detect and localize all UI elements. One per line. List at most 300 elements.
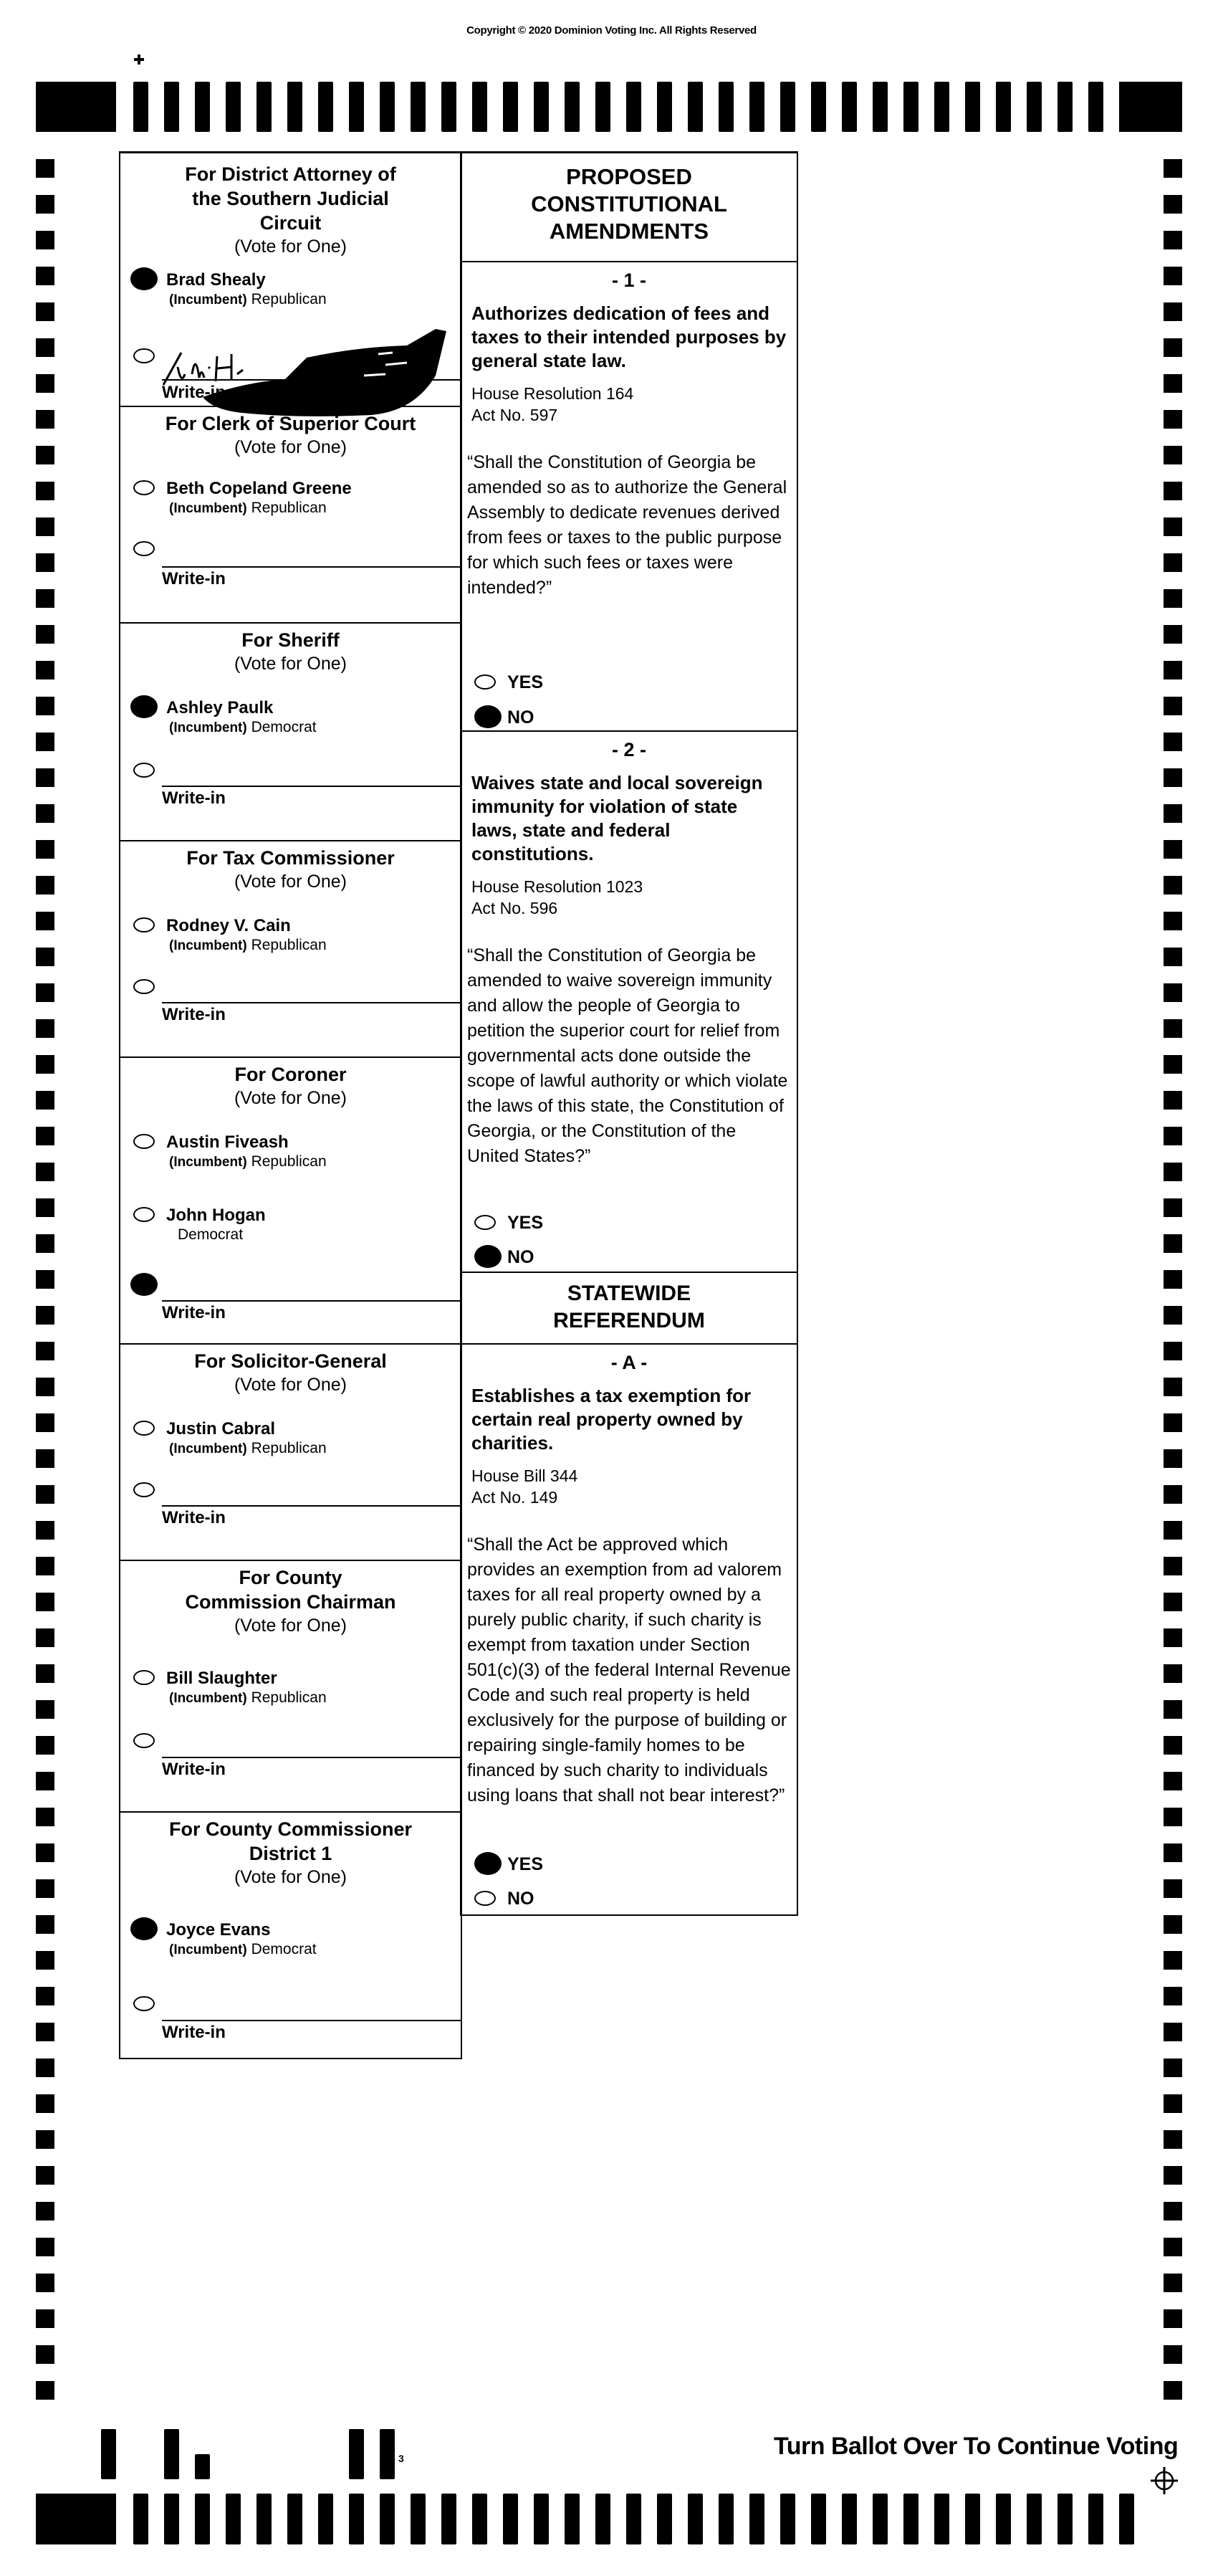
page-mark: 3	[398, 2453, 404, 2464]
side-timing-mark	[36, 2023, 54, 2041]
candidate-party: Democrat	[251, 719, 317, 735]
side-timing-mark	[1164, 1772, 1182, 1790]
side-timing-mark	[1164, 338, 1182, 357]
measure-reference: House Resolution 1023	[471, 877, 643, 896]
side-timing-mark	[1164, 1485, 1182, 1504]
candidate-option[interactable]	[133, 270, 454, 310]
candidate-status: (Incumbent)	[169, 292, 247, 307]
timing-bar	[1027, 2494, 1042, 2544]
side-timing-mark	[36, 1628, 54, 1647]
measure-summary: Waives state and local sovereign immunity for violation of state laws, state and federal constitutions.	[471, 772, 763, 864]
side-timing-mark	[36, 482, 54, 500]
timing-bar	[503, 82, 518, 132]
side-timing-mark	[36, 374, 54, 393]
side-timing-mark	[1164, 1234, 1182, 1253]
no-label: NO	[507, 1889, 534, 1909]
vote-instruction: (Vote for One)	[234, 237, 347, 257]
timing-bar	[1057, 82, 1073, 132]
timing-bar	[133, 2494, 148, 2544]
side-timing-mark	[1164, 1951, 1182, 1970]
measure-number: - A -	[610, 1352, 648, 1373]
timing-bar	[719, 2494, 734, 2544]
timing-bar	[688, 2494, 703, 2544]
side-timing-mark	[36, 1736, 54, 1755]
side-timing-mark	[1164, 876, 1182, 895]
candidate-party: Republican	[251, 1440, 327, 1456]
side-timing-mark	[36, 517, 54, 536]
vote-instruction: (Vote for One)	[234, 1616, 347, 1636]
writein-label: Write-in	[162, 569, 226, 588]
candidate-party: Republican	[251, 1153, 327, 1170]
side-timing-mark	[1164, 589, 1182, 608]
candidate-status: (Incumbent)	[169, 720, 247, 735]
timing-bar	[1027, 82, 1042, 132]
filled-oval-icon[interactable]	[130, 1273, 158, 1296]
filled-oval-icon[interactable]	[130, 267, 158, 290]
yes-option[interactable]	[474, 1213, 543, 1232]
empty-oval-icon[interactable]	[474, 1891, 496, 1906]
side-timing-mark	[1164, 517, 1182, 536]
side-timing-mark	[36, 267, 54, 285]
side-timing-mark	[36, 1306, 54, 1325]
timing-bar	[688, 82, 703, 132]
empty-oval-icon[interactable]	[133, 480, 155, 495]
no-option[interactable]	[474, 1889, 534, 1908]
side-timing-mark	[1164, 840, 1182, 859]
timing-bar	[1088, 82, 1103, 132]
side-timing-mark	[36, 2274, 54, 2292]
empty-oval-icon[interactable]	[474, 1215, 496, 1230]
side-timing-mark	[1164, 2130, 1182, 2149]
side-timing-mark	[1164, 195, 1182, 214]
turn-ballot-instruction: Turn Ballot Over To Continue Voting	[774, 2433, 1179, 2460]
referendum-a	[461, 1343, 797, 1915]
side-timing-mark	[36, 2130, 54, 2149]
timing-block	[1119, 82, 1182, 132]
side-timing-mark	[36, 1951, 54, 1970]
measure-question: “Shall the Constitution of Georgia be amended so as to authorize the General Assembly to dedicate revenues derived from fees or taxes to the public purpose for which such fees or taxes were intended?”	[467, 452, 787, 598]
candidate-option[interactable]	[133, 1419, 454, 1459]
filled-oval-icon[interactable]	[474, 705, 502, 728]
side-timing-mark	[1164, 1736, 1182, 1755]
yes-label: YES	[507, 1213, 544, 1233]
timing-bar	[996, 82, 1011, 132]
filled-oval-icon[interactable]	[474, 1852, 502, 1875]
candidate-option[interactable]	[133, 1132, 454, 1172]
side-timing-mark	[1164, 1987, 1182, 2005]
side-timing-mark	[36, 912, 54, 930]
side-timing-mark	[1164, 2381, 1182, 2400]
timing-bar	[903, 2494, 919, 2544]
side-timing-mark	[36, 1879, 54, 1898]
candidate-name: Rodney V. Cain	[166, 916, 291, 935]
empty-oval-icon[interactable]	[133, 1207, 155, 1222]
side-timing-mark	[36, 1378, 54, 1396]
timing-bar	[965, 2494, 980, 2544]
timing-bar	[318, 2494, 333, 2544]
writein-line	[162, 2020, 461, 2021]
timing-bar	[780, 2494, 795, 2544]
side-timing-mark	[36, 768, 54, 787]
timing-bar	[195, 2494, 210, 2544]
vote-instruction: (Vote for One)	[234, 1375, 347, 1395]
candidate-party: Democrat	[178, 1226, 244, 1243]
side-timing-mark	[1164, 1055, 1182, 1074]
timing-bar	[503, 2494, 518, 2544]
side-timing-mark	[36, 1772, 54, 1790]
referendum-header-section	[461, 1272, 797, 1343]
side-timing-mark	[36, 2381, 54, 2400]
yes-option[interactable]	[474, 673, 543, 692]
candidate-name: Joyce Evans	[166, 1920, 271, 1940]
side-timing-mark	[36, 1987, 54, 2005]
side-timing-mark	[1164, 1879, 1182, 1898]
timing-bar	[934, 82, 949, 132]
side-timing-mark	[36, 2309, 54, 2328]
side-timing-mark	[36, 2238, 54, 2256]
timing-bar	[226, 82, 241, 132]
timing-bar	[811, 82, 826, 132]
side-timing-mark	[36, 1700, 54, 1719]
empty-oval-icon[interactable]	[133, 1134, 155, 1149]
measure-question: “Shall the Constitution of Georgia be amended to waive sovereign immunity and allow the people of Georgia to petition the superior court for relief from governmental acts done outside the scope of lawful authority or which violate the laws of this state, the Constitution of Georgia, or the Constitution of the United States?”	[467, 945, 788, 1166]
side-timing-mark	[1164, 983, 1182, 1002]
writein-line	[162, 1002, 461, 1003]
side-timing-mark	[36, 589, 54, 608]
side-timing-mark	[36, 697, 54, 715]
timing-bar	[903, 82, 919, 132]
timing-bar	[565, 82, 580, 132]
timing-bar	[226, 2494, 241, 2544]
measure-act: Act No. 596	[471, 899, 558, 917]
candidate-option[interactable]	[133, 1920, 454, 1960]
side-timing-mark	[1164, 1306, 1182, 1325]
side-timing-mark	[1164, 1915, 1182, 1934]
candidate-name: Bill Slaughter	[166, 1669, 277, 1688]
contests-column	[119, 151, 462, 2059]
candidate-status: (Incumbent)	[169, 1441, 247, 1456]
side-timing-mark	[1164, 1593, 1182, 1611]
measures-column	[460, 151, 798, 1916]
contest-clerk-superior-court	[120, 406, 461, 622]
timing-bar	[657, 2494, 672, 2544]
side-timing-mark	[1164, 1342, 1182, 1360]
timing-bar	[287, 82, 302, 132]
contest-title: For Sheriff	[241, 629, 340, 651]
side-timing-mark	[1164, 159, 1182, 178]
side-timing-mark	[36, 733, 54, 751]
side-timing-mark	[1164, 410, 1182, 429]
measure-reference: House Bill 344	[471, 1466, 578, 1485]
empty-oval-icon[interactable]	[133, 541, 155, 556]
side-timing-mark	[1164, 625, 1182, 644]
code-bar	[349, 2429, 364, 2479]
filled-oval-icon[interactable]	[474, 1245, 502, 1268]
side-timing-mark	[36, 1127, 54, 1145]
contest-county-commission-chairman	[120, 1560, 461, 1811]
timing-bar	[595, 2494, 610, 2544]
measure-question: “Shall the Act be approved which provides an exemption from ad valorem taxes for all real property owned by a purely public charity, if such charity is exempt from taxation under Section 501(c)(3) of the federal Internal Revenue Code and such real property is held exclusively for the purpose of building or repairing single-family homes to be financed by such charity to individuals using loans that shall not bear interest?”	[467, 1535, 791, 1805]
vote-instruction: (Vote for One)	[234, 872, 347, 892]
contest-title: For Tax Commissioner	[186, 847, 395, 869]
measure-summary: Establishes a tax exemption for certain real property owned by charities.	[471, 1385, 752, 1454]
filled-oval-icon[interactable]	[130, 1917, 158, 1940]
empty-oval-icon[interactable]	[133, 917, 155, 932]
contest-county-commissioner-district-1	[120, 1811, 461, 2059]
timing-bar	[873, 82, 888, 132]
candidate-name: Beth Copeland Greene	[166, 479, 352, 498]
side-timing-mark	[36, 1521, 54, 1540]
side-timing-mark	[36, 840, 54, 859]
side-timing-mark	[36, 410, 54, 429]
candidate-status: (Incumbent)	[169, 1155, 247, 1170]
timing-bar	[626, 82, 641, 132]
side-timing-mark	[1164, 1163, 1182, 1181]
writein-label: Write-in	[162, 1508, 226, 1527]
side-timing-mark	[36, 1019, 54, 1038]
timing-bar	[164, 2494, 179, 2544]
side-timing-mark	[1164, 2345, 1182, 2364]
timing-bar	[441, 2494, 456, 2544]
timing-bar	[749, 82, 764, 132]
candidate-option[interactable]	[133, 479, 454, 518]
timing-bar	[318, 82, 333, 132]
side-timing-mark	[1164, 553, 1182, 572]
side-timing-mark	[36, 1557, 54, 1575]
timing-bar	[441, 82, 456, 132]
side-timing-mark	[1164, 231, 1182, 249]
contest-title: For County Commissioner District 1	[168, 1818, 413, 1864]
amendments-header: PROPOSED CONSTITUTIONAL AMENDMENTS	[531, 164, 727, 244]
side-timing-mark	[1164, 1664, 1182, 1683]
timing-bar	[934, 2494, 949, 2544]
registration-plus-icon	[134, 54, 144, 65]
side-timing-mark	[1164, 733, 1182, 751]
side-timing-mark	[1164, 912, 1182, 930]
empty-oval-icon[interactable]	[133, 1670, 155, 1685]
candidate-option[interactable]	[133, 916, 454, 955]
writein-label: Write-in	[162, 383, 226, 402]
empty-oval-icon[interactable]	[133, 1996, 155, 2011]
writein-label: Write-in	[162, 1303, 226, 1322]
side-timing-mark	[36, 1091, 54, 1110]
vote-instruction: (Vote for One)	[234, 437, 347, 457]
timing-bar	[195, 82, 210, 132]
side-timing-mark	[1164, 1270, 1182, 1289]
measure-reference: House Resolution 164	[471, 384, 634, 403]
measure-act: Act No. 149	[471, 1488, 558, 1507]
candidate-option[interactable]	[133, 1669, 454, 1708]
timing-bar	[133, 82, 148, 132]
code-bar	[101, 2429, 116, 2479]
timing-bar	[411, 82, 426, 132]
side-timing-mark	[36, 1234, 54, 1253]
side-timing-mark	[1164, 1628, 1182, 1647]
timing-bar	[256, 82, 272, 132]
timing-bar	[1057, 2494, 1073, 2544]
side-timing-mark	[1164, 2166, 1182, 2185]
side-timing-mark	[1164, 1378, 1182, 1396]
candidate-party: Republican	[251, 291, 327, 307]
timing-bar	[626, 2494, 641, 2544]
writein-label: Write-in	[162, 2023, 226, 2042]
side-timing-mark	[1164, 1019, 1182, 1038]
timing-bar	[565, 2494, 580, 2544]
side-timing-mark	[36, 195, 54, 214]
timing-bar	[349, 2494, 364, 2544]
empty-oval-icon[interactable]	[474, 674, 496, 690]
side-timing-mark	[36, 661, 54, 679]
filled-oval-icon[interactable]	[130, 695, 158, 718]
measure-number: - 2 -	[611, 739, 646, 760]
side-timing-mark	[36, 948, 54, 966]
side-timing-mark	[36, 1843, 54, 1862]
timing-bar	[749, 2494, 764, 2544]
empty-oval-icon[interactable]	[133, 763, 155, 778]
side-timing-mark	[1164, 697, 1182, 715]
side-timing-mark	[36, 1593, 54, 1611]
side-timing-mark	[1164, 768, 1182, 787]
candidate-name: Ashley Paulk	[166, 698, 274, 717]
candidate-party: Republican	[251, 500, 327, 516]
contest-title: For County Commission Chairman	[185, 1567, 396, 1613]
side-timing-mark	[36, 159, 54, 178]
writein-label: Write-in	[162, 1760, 226, 1779]
vote-instruction: (Vote for One)	[234, 1088, 347, 1108]
side-timing-mark	[1164, 2238, 1182, 2256]
side-timing-mark	[36, 1808, 54, 1826]
side-timing-mark	[36, 1055, 54, 1074]
side-timing-mark	[1164, 1091, 1182, 1110]
timing-bar	[349, 82, 364, 132]
side-timing-mark	[36, 2202, 54, 2220]
timing-bar	[842, 2494, 857, 2544]
timing-bar	[411, 2494, 426, 2544]
candidate-name: Austin Fiveash	[166, 1132, 289, 1152]
side-timing-mark	[36, 2094, 54, 2113]
side-timing-mark	[1164, 482, 1182, 500]
no-label: NO	[507, 707, 534, 728]
empty-oval-icon[interactable]	[133, 1482, 155, 1497]
side-timing-mark	[1164, 1413, 1182, 1432]
writein-line	[162, 566, 461, 568]
side-timing-mark	[1164, 2202, 1182, 2220]
timing-bar	[996, 2494, 1011, 2544]
side-timing-mark	[1164, 1843, 1182, 1862]
side-timing-mark	[1164, 446, 1182, 464]
side-timing-mark	[1164, 2023, 1182, 2041]
side-timing-mark	[1164, 2094, 1182, 2113]
side-timing-mark	[1164, 1521, 1182, 1540]
side-timing-mark	[36, 2059, 54, 2077]
yes-label: YES	[507, 672, 544, 692]
measure-act: Act No. 597	[471, 406, 558, 424]
yes-label: YES	[507, 1854, 544, 1874]
empty-oval-icon[interactable]	[133, 1421, 155, 1436]
candidate-status: (Incumbent)	[169, 501, 247, 516]
contest-solicitor-general	[120, 1343, 461, 1560]
contest-title: For Solicitor-General	[194, 1350, 387, 1372]
writein-label: Write-in	[162, 1005, 226, 1024]
measure-summary: Authorizes dedication of fees and taxes to their intended purposes by general state law.	[471, 302, 787, 371]
side-timing-mark	[36, 1198, 54, 1217]
timing-bar	[873, 2494, 888, 2544]
referendum-header: STATEWIDE REFERENDUM	[553, 1282, 705, 1332]
timing-bar	[965, 82, 980, 132]
timing-bar	[1119, 2494, 1134, 2544]
timing-bar	[164, 82, 179, 132]
timing-bar	[472, 2494, 487, 2544]
writein-line	[162, 379, 461, 381]
side-timing-mark	[1164, 1127, 1182, 1145]
timing-bar	[595, 82, 610, 132]
timing-bar	[380, 82, 395, 132]
side-timing-mark	[1164, 1198, 1182, 1217]
contest-title: For Clerk of Superior Court	[165, 413, 416, 434]
candidate-option[interactable]	[133, 1206, 454, 1244]
candidate-status: (Incumbent)	[169, 938, 247, 953]
side-timing-mark	[36, 2345, 54, 2364]
side-timing-mark	[36, 1270, 54, 1289]
candidate-party: Republican	[251, 937, 327, 953]
crosshair-target-icon	[1149, 2466, 1179, 2496]
side-timing-mark	[36, 302, 54, 321]
contest-sheriff	[120, 622, 461, 840]
side-timing-mark	[1164, 2059, 1182, 2077]
code-bar	[164, 2429, 179, 2479]
side-timing-mark	[1164, 374, 1182, 393]
contest-tax-commissioner	[120, 840, 461, 1056]
empty-oval-icon[interactable]	[133, 1733, 155, 1748]
writein-line	[162, 1757, 461, 1758]
side-timing-mark	[36, 983, 54, 1002]
timing-bar	[380, 2494, 395, 2544]
candidate-party: Democrat	[251, 1941, 317, 1957]
candidate-status: (Incumbent)	[169, 1691, 247, 1706]
no-option[interactable]	[474, 1248, 534, 1266]
side-timing-mark	[36, 1664, 54, 1683]
no-option[interactable]	[474, 708, 534, 727]
copyright-notice: Copyright © 2020 Dominion Voting Inc. All Rights Reserved	[466, 24, 757, 37]
side-timing-mark	[1164, 2309, 1182, 2328]
writein-label: Write-in	[162, 788, 226, 808]
candidate-option[interactable]	[133, 698, 454, 738]
timing-bar	[719, 82, 734, 132]
candidate-status: (Incumbent)	[169, 1942, 247, 1957]
empty-oval-icon[interactable]	[133, 979, 155, 994]
timing-block	[36, 2494, 116, 2544]
timing-bar	[1088, 2494, 1103, 2544]
no-label: NO	[507, 1247, 534, 1267]
side-timing-mark	[36, 625, 54, 644]
yes-option[interactable]	[474, 1855, 543, 1874]
timing-bar	[472, 82, 487, 132]
timing-bar	[780, 82, 795, 132]
side-timing-mark	[1164, 661, 1182, 679]
timing-bar	[534, 82, 549, 132]
timing-bar	[657, 82, 672, 132]
side-timing-mark	[36, 231, 54, 249]
vote-instruction: (Vote for One)	[234, 1867, 347, 1887]
side-timing-mark	[36, 2166, 54, 2185]
timing-bar	[256, 2494, 272, 2544]
contest-title: For Coroner	[234, 1064, 347, 1085]
amendments-header-section	[461, 153, 797, 261]
vote-instruction: (Vote for One)	[234, 654, 347, 674]
side-timing-mark	[36, 1449, 54, 1468]
contest-district-attorney	[120, 153, 461, 406]
empty-oval-icon[interactable]	[133, 348, 155, 363]
